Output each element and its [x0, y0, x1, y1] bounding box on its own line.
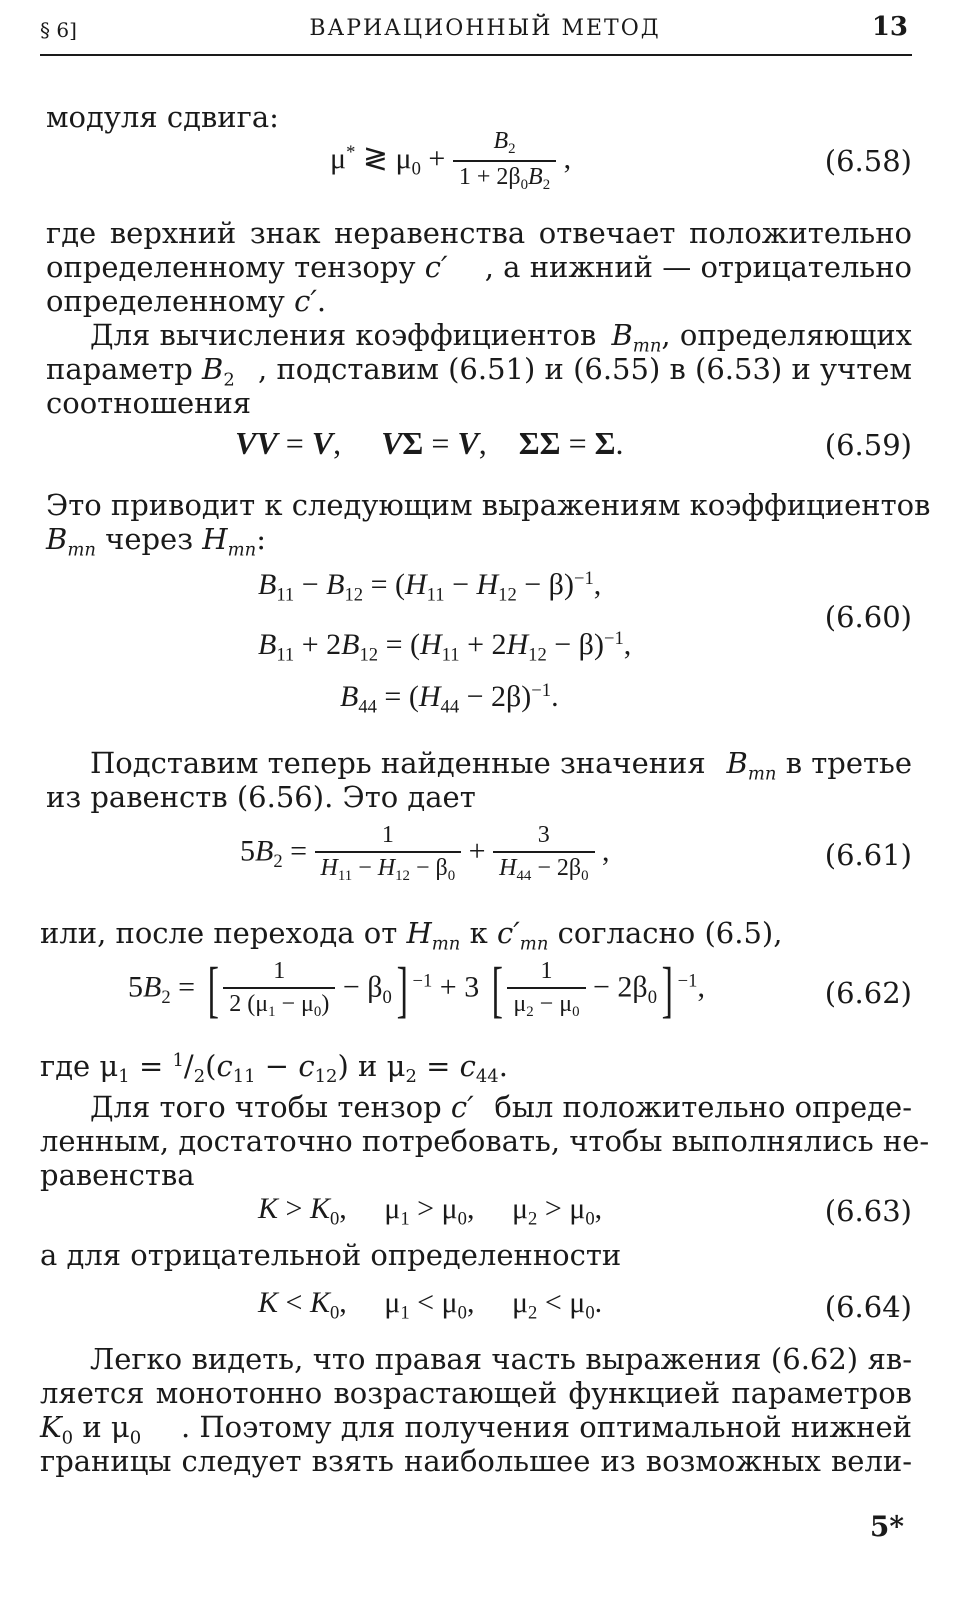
- section-ref: § 6]: [40, 18, 77, 42]
- paragraph-line: а для отрицательной определенности: [40, 1238, 622, 1272]
- paragraph-line: Легко видеть, что правая часть выражения (6.62) яв-: [90, 1342, 912, 1376]
- equation-6-63: $K > K_0$, $\mu_1 > \mu_0$, $\mu_2 > \mu_0$,: [258, 1192, 603, 1230]
- paragraph-line: из равенств (6.56). Это дает: [46, 780, 476, 814]
- equation-6-59: VV = V, VΣ = V, ΣΣ = Σ.: [235, 425, 624, 461]
- page-number: 13: [871, 12, 908, 42]
- paragraph-line: где верхний знак неравенства отвечает положительно: [46, 216, 912, 250]
- paragraph-line: модуля сдвига:: [46, 100, 279, 134]
- paragraph-line: границы следует взять наибольшее из возможных вели-: [40, 1444, 912, 1478]
- paragraph-line: или, после перехода от $H_{mn}$ к $c'_{mn}$ согласно (6.5),: [40, 916, 783, 955]
- running-title: ВАРИАЦИОННЫЙ МЕТОД: [309, 16, 661, 41]
- paragraph-line: Это приводит к следующим выражениям коэффициентов: [46, 488, 931, 522]
- paragraph-line: равенства: [40, 1158, 195, 1192]
- equation-number: (6.61): [824, 838, 912, 872]
- paragraph-line: параметр $B_2$ , подставим (6.51) и (6.55) в (6.53) и учтем: [46, 352, 912, 391]
- paragraph-line: $B_{mn}$ через $H_{mn}$:: [46, 522, 266, 561]
- equation-6-58: μ* ≷ $\mu_0$ + $\frac{B_2}{1 + 2\beta_0B_2}$ ,: [330, 128, 572, 194]
- paragraph-line: определенному c′.: [46, 284, 327, 318]
- paragraph-line: Для вычисления коэффициентов $B_{mn}$, определяющих: [90, 318, 912, 357]
- paragraph-line: $K_0$ и $\mu_0$ . Поэтому для получения оптимальной нижней: [40, 1410, 912, 1449]
- equation-number: (6.63): [824, 1194, 912, 1228]
- equation-6-61: $5B_2$ = $\frac{1}{H_{11} - H_{12} - \beta_0}$ + $\frac{3}{H_{44} - 2\beta_0}$ ,: [240, 822, 610, 885]
- paragraph-line: соотношения: [46, 386, 252, 420]
- paragraph-line: определенному тензору c′ , а нижний — отрицательно: [46, 250, 912, 284]
- paragraph-line: ленным, достаточно потребовать, чтобы выполнялись не-: [40, 1124, 930, 1158]
- header-rule: [40, 54, 912, 56]
- equation-6-60-line3: $B_{44} = (H_{44} - 2\beta)^{-1}$.: [340, 680, 559, 718]
- paragraph-line: Для того чтобы тензор c′ был положительно опреде-: [90, 1090, 912, 1124]
- equation-6-64: $K < K_0$, $\mu_1 < \mu_0$, $\mu_2 < \mu_0$.: [258, 1286, 603, 1324]
- paragraph-line: где $\mu_1 = ^1/_2(c_{11} - c_{12})$ и $\mu_2 = c_{44}$.: [40, 1048, 508, 1088]
- equation-6-60-line2: $B_{11} + 2B_{12} = (H_{11} + 2H_{12} - \beta)^{-1}$,: [258, 628, 632, 666]
- equation-number: (6.58): [824, 144, 912, 178]
- paragraph-line: Подставим теперь найденные значения $B_{mn}$ в третье: [90, 746, 912, 785]
- paragraph-line: ляется монотонно возрастающей функцией параметров: [40, 1376, 912, 1410]
- signature-mark: 5*: [869, 1510, 904, 1543]
- equation-6-62: $5B_2$ = [ $\frac{1}{2 (\mu_1 - \mu_0)}$ − $\beta_0$] $^{-1}$ + 3 [ $\frac{1}{\mu_2 - \mu_0}$ − $2\beta_0$] $^{-1}$,: [128, 955, 705, 1024]
- equation-6-60-line1: $B_{11} - B_{12} = (H_{11} - H_{12} - \beta)^{-1}$,: [258, 568, 602, 606]
- equation-number: (6.60): [824, 600, 912, 634]
- equation-number: (6.59): [824, 428, 912, 462]
- equation-number: (6.62): [824, 976, 912, 1010]
- equation-number: (6.64): [824, 1290, 912, 1324]
